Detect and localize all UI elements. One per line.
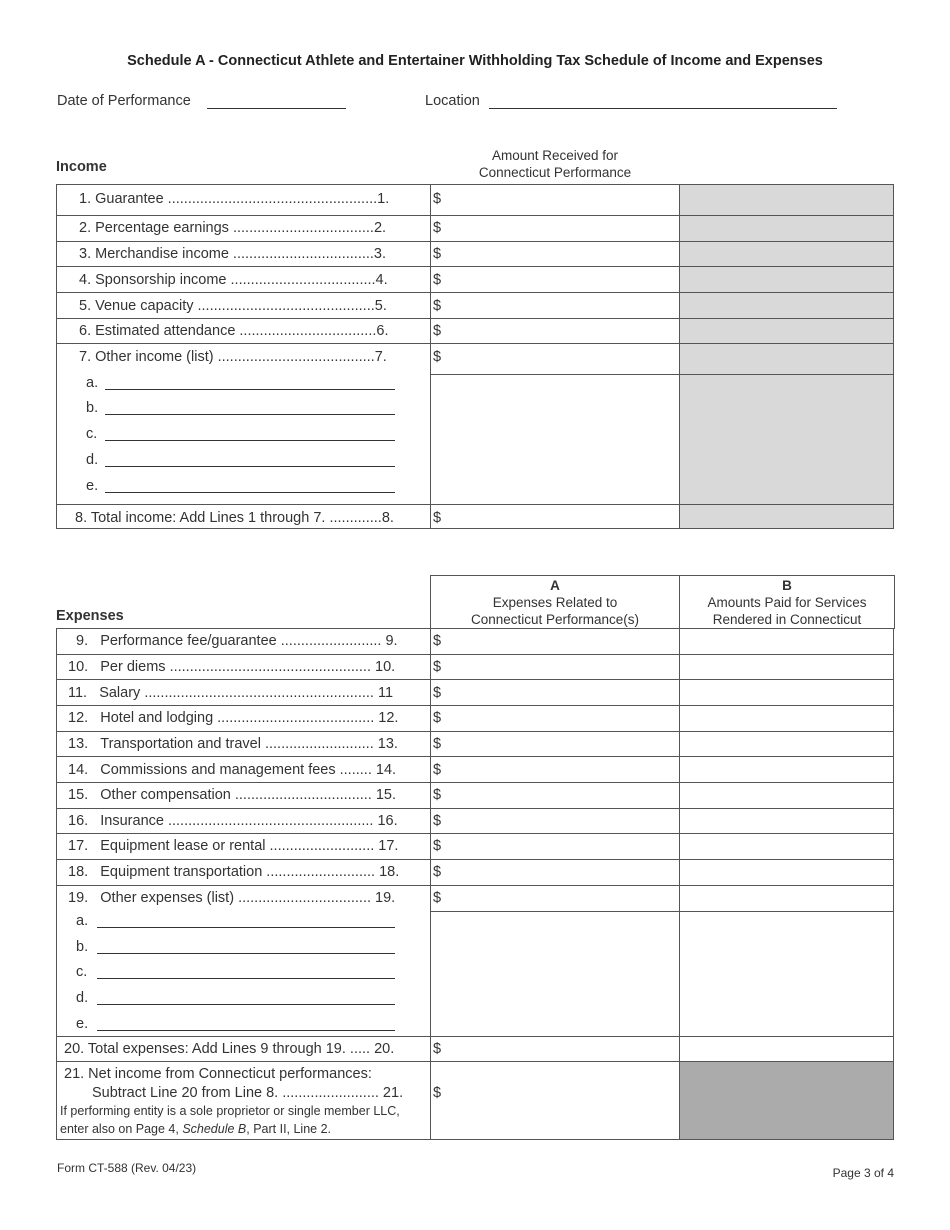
col-b-letter: B xyxy=(782,578,792,593)
expenses-rule xyxy=(56,808,894,809)
expense-dollar: $ xyxy=(433,685,442,701)
line-text: Hotel and lodging ....................................... 12. xyxy=(100,710,399,726)
net-income-amount[interactable] xyxy=(445,1066,675,1136)
income-rule xyxy=(56,343,894,344)
expense-b-13[interactable] xyxy=(683,734,891,754)
page-number: Page 3 of 4 xyxy=(832,1166,894,1180)
net-income-note-line1: If performing entity is a sole proprietor or single member LLC, xyxy=(60,1104,400,1118)
line-number: 15. xyxy=(68,787,89,803)
expense-other-field-c[interactable] xyxy=(97,978,395,979)
expense-other-field-a[interactable] xyxy=(97,927,395,928)
expense-a-16[interactable] xyxy=(445,811,675,831)
income-line-7: 7. Other income (list) .......................................7. xyxy=(79,349,387,365)
expense-line-16 xyxy=(68,813,398,829)
income-line-1: 1. Guarantee ....................................................1. xyxy=(79,191,390,207)
line-text: Other expenses (list) ................................. 19. xyxy=(100,890,396,906)
income-sub-label-b: b. xyxy=(86,400,99,416)
col-a-letter: A xyxy=(550,578,560,593)
expense-b-10[interactable] xyxy=(683,657,891,677)
net-income-note-line2 xyxy=(60,1122,331,1136)
expense-a-9[interactable] xyxy=(445,631,675,652)
expense-other-field-b[interactable] xyxy=(97,953,395,954)
expense-total-b[interactable] xyxy=(683,1039,891,1059)
expense-a-18[interactable] xyxy=(445,862,675,882)
expense-a-15[interactable] xyxy=(445,785,675,805)
income-amount-3[interactable] xyxy=(445,244,675,264)
income-amount-1[interactable] xyxy=(445,188,675,212)
income-line-5: 5. Venue capacity ............................................5. xyxy=(79,298,387,314)
income-rule xyxy=(430,374,894,375)
expense-line-17 xyxy=(68,838,398,854)
income-line-4: 4. Sponsorship income ....................................4. xyxy=(79,272,388,288)
expense-b-15[interactable] xyxy=(683,785,891,805)
expense-a-19[interactable] xyxy=(445,888,675,908)
net-income-line2: Subtract Line 20 from Line 8. ........................ 21. xyxy=(92,1085,404,1101)
income-heading: Income xyxy=(56,159,107,175)
net-income-line1: 21. Net income from Connecticut performances: xyxy=(64,1066,372,1082)
income-dollar: $ xyxy=(433,246,442,262)
expense-other-field-e[interactable] xyxy=(97,1030,395,1031)
expense-total-dollar: $ xyxy=(433,1041,442,1057)
line-text: Per diems .................................................. 10. xyxy=(100,659,396,675)
income-dollar: $ xyxy=(433,298,442,314)
expense-line-18 xyxy=(68,864,399,880)
income-divider-2 xyxy=(679,185,680,529)
line-number: 19. xyxy=(68,890,89,906)
expense-sub-label-d: d. xyxy=(76,990,89,1006)
income-total-amount[interactable] xyxy=(445,507,675,527)
line-text: Other compensation .................................. 15. xyxy=(100,787,397,803)
note-text: enter also on Page 4, xyxy=(60,1122,183,1136)
expense-line-15 xyxy=(68,787,396,803)
income-other-field-b[interactable] xyxy=(105,414,395,415)
expense-total-label: 20. Total expenses: Add Lines 9 through 19. ..... 20. xyxy=(64,1041,395,1057)
expense-a-13[interactable] xyxy=(445,734,675,754)
line-number: 10. xyxy=(68,659,89,675)
income-line-6: 6. Estimated attendance ..................................6. xyxy=(79,323,389,339)
expenses-heading: Expenses xyxy=(56,608,124,624)
income-other-field-d[interactable] xyxy=(105,466,395,467)
expenses-rule xyxy=(56,731,894,732)
income-dollar: $ xyxy=(433,272,442,288)
income-divider-1 xyxy=(430,185,431,529)
expenses-divider-2 xyxy=(679,575,680,1140)
expenses-rule xyxy=(56,654,894,655)
expenses-rule xyxy=(56,1036,894,1037)
note-text: , Part II, Line 2. xyxy=(246,1122,332,1136)
expenses-rule xyxy=(56,782,894,783)
expense-dollar: $ xyxy=(433,787,442,803)
expense-sub-label-e: e. xyxy=(76,1016,89,1032)
income-amount-4[interactable] xyxy=(445,269,675,289)
expenses-header-top-rule xyxy=(430,575,894,576)
expense-a-14[interactable] xyxy=(445,759,675,779)
expense-dollar: $ xyxy=(433,838,442,854)
expenses-rule xyxy=(56,705,894,706)
expense-dollar: $ xyxy=(433,633,442,649)
expense-line-12 xyxy=(68,710,398,726)
form-number: Form CT-588 (Rev. 04/23) xyxy=(57,1161,197,1175)
income-sub-label-e: e. xyxy=(86,478,99,494)
expense-a-11[interactable] xyxy=(445,682,675,702)
expense-dollar: $ xyxy=(433,659,442,675)
income-line-2: 2. Percentage earnings ...................................2. xyxy=(79,220,387,236)
income-other-field-c[interactable] xyxy=(105,440,395,441)
date-of-performance-field[interactable] xyxy=(207,92,346,109)
income-rule xyxy=(56,266,894,267)
line-number: 17. xyxy=(68,838,89,854)
expense-dollar: $ xyxy=(433,736,442,752)
income-rule xyxy=(56,241,894,242)
income-rule xyxy=(56,318,894,319)
expenses-divider-1 xyxy=(430,575,431,1140)
income-amount-2[interactable] xyxy=(445,218,675,238)
col-b-line2: Rendered in Connecticut xyxy=(712,612,862,627)
expense-dollar: $ xyxy=(433,864,442,880)
expense-total-a[interactable] xyxy=(445,1039,675,1059)
expense-line-10 xyxy=(68,659,395,675)
income-other-field-a[interactable] xyxy=(105,389,395,390)
line-text: Transportation and travel ........................... 13. xyxy=(100,736,398,752)
line-text: Equipment lease or rental .......................... 17. xyxy=(100,838,399,854)
income-dollar: $ xyxy=(433,220,442,236)
income-col-header-line1: Amount Received for xyxy=(491,148,619,163)
expenses-rule xyxy=(56,833,894,834)
expenses-header-right-rule xyxy=(894,575,895,629)
line-number: 14. xyxy=(68,762,89,778)
line-text: Salary ......................................................... 11 xyxy=(99,685,394,701)
line-text: Insurance ................................................... 16. xyxy=(100,813,398,829)
expenses-rule xyxy=(430,911,894,912)
income-col-header-line2: Connecticut Performance xyxy=(478,165,632,180)
expenses-col-b-header xyxy=(680,577,894,628)
expense-line-11 xyxy=(68,685,393,701)
income-amount-5[interactable] xyxy=(445,295,675,315)
expenses-col-a-header xyxy=(431,577,679,628)
expense-line-19 xyxy=(68,890,395,906)
expense-b-18[interactable] xyxy=(683,862,891,882)
page-title: Schedule A - Connecticut Athlete and Entertainer Withholding Tax Schedule of Income and Expenses xyxy=(127,53,823,69)
expenses-rule xyxy=(56,885,894,886)
expense-b-11[interactable] xyxy=(683,682,891,702)
income-column-header xyxy=(431,147,679,181)
expense-b-16[interactable] xyxy=(683,811,891,831)
line-text: Equipment transportation ........................... 18. xyxy=(100,864,400,880)
expense-sub-label-a: a. xyxy=(76,913,89,929)
expense-line-14 xyxy=(68,762,396,778)
expense-line-13 xyxy=(68,736,398,752)
income-total-label: 8. Total income: Add Lines 1 through 7. .............8. xyxy=(75,510,394,526)
expense-line-9 xyxy=(76,633,398,649)
expense-b-19[interactable] xyxy=(683,888,891,908)
col-b-line1: Amounts Paid for Services xyxy=(707,595,867,610)
line-number: 11. xyxy=(68,685,88,701)
income-dollar: $ xyxy=(433,191,442,207)
expense-dollar: $ xyxy=(433,762,442,778)
expense-sub-label-b: b. xyxy=(76,939,89,955)
expense-b-9[interactable] xyxy=(683,631,891,652)
note-schedule-ref: Schedule B xyxy=(182,1122,247,1136)
income-sub-label-a: a. xyxy=(86,375,99,391)
income-rule xyxy=(56,292,894,293)
income-line-3: 3. Merchandise income ...................................3. xyxy=(79,246,387,262)
col-a-line1: Expenses Related to xyxy=(492,595,618,610)
net-income-dollar: $ xyxy=(433,1085,442,1101)
income-amount-6[interactable] xyxy=(445,321,675,341)
income-other-field-e[interactable] xyxy=(105,492,395,493)
expense-other-field-d[interactable] xyxy=(97,1004,395,1005)
expense-b-12[interactable] xyxy=(683,708,891,728)
income-rule xyxy=(56,215,894,216)
income-dollar: $ xyxy=(433,349,442,365)
line-number: 16. xyxy=(68,813,89,829)
expense-dollar: $ xyxy=(433,890,442,906)
expense-a-17[interactable] xyxy=(445,836,675,856)
expense-a-10[interactable] xyxy=(445,657,675,677)
col-a-line2: Connecticut Performance(s) xyxy=(470,612,640,627)
line-text: Performance fee/guarantee ......................... 9. xyxy=(100,633,398,649)
income-sub-label-d: d. xyxy=(86,452,99,468)
expenses-rule xyxy=(56,859,894,860)
expense-b-14[interactable] xyxy=(683,759,891,779)
line-number: 12. xyxy=(68,710,89,726)
date-of-performance-label: Date of Performance xyxy=(57,93,191,109)
line-text: Commissions and management fees ........ 14. xyxy=(100,762,397,778)
expense-a-12[interactable] xyxy=(445,708,675,728)
income-amount-7[interactable] xyxy=(445,346,675,372)
expense-b-17[interactable] xyxy=(683,836,891,856)
line-number: 18. xyxy=(68,864,89,880)
line-number: 9. xyxy=(76,633,89,649)
expenses-rule xyxy=(56,756,894,757)
income-total-dollar: $ xyxy=(433,510,442,526)
income-sub-label-c: c. xyxy=(86,426,98,442)
income-rule xyxy=(56,504,894,505)
expenses-rule xyxy=(56,1061,894,1062)
income-dollar: $ xyxy=(433,323,442,339)
location-label: Location xyxy=(425,93,480,109)
expense-dollar: $ xyxy=(433,710,442,726)
location-field[interactable] xyxy=(489,92,837,109)
expense-sub-label-c: c. xyxy=(76,964,88,980)
expenses-rule xyxy=(56,679,894,680)
line-number: 13. xyxy=(68,736,89,752)
expense-dollar: $ xyxy=(433,813,442,829)
